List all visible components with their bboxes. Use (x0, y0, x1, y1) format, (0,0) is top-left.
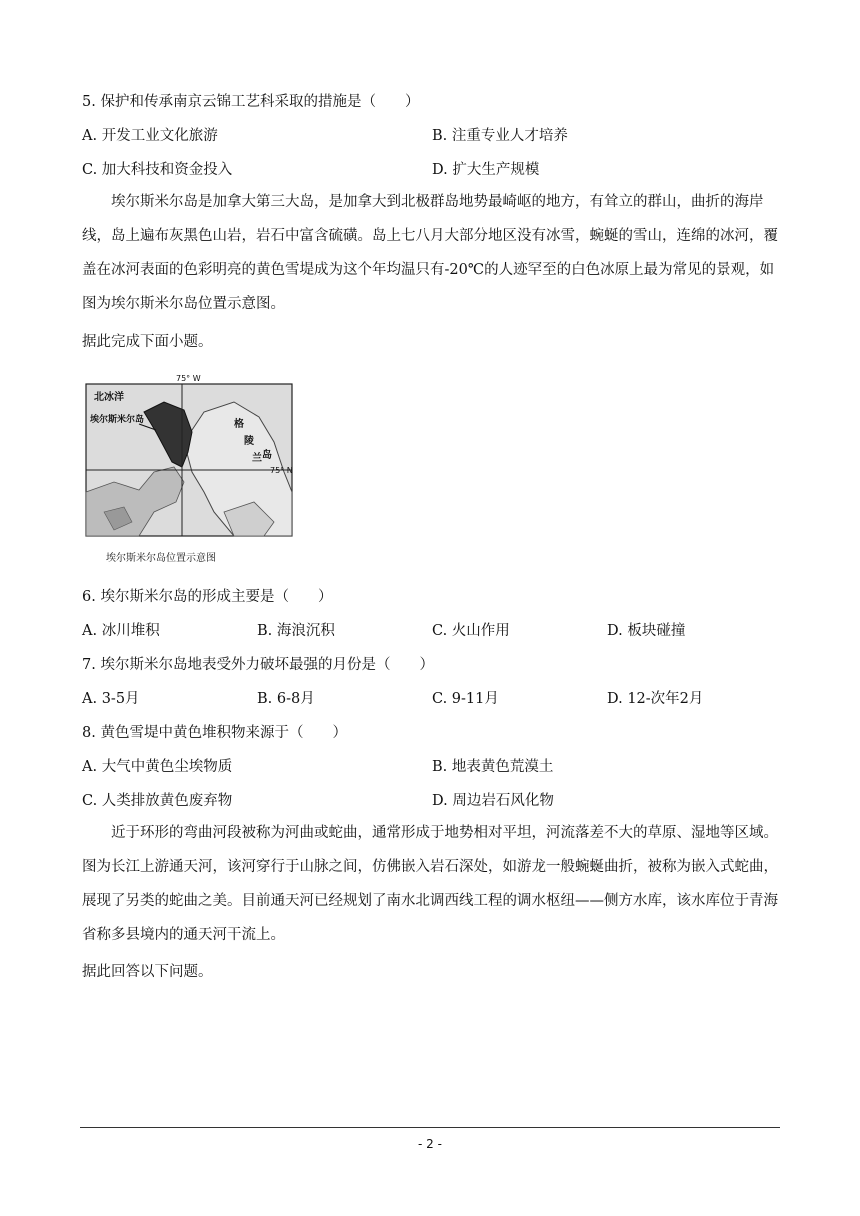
q7-option-c: C. 9-11月 (432, 691, 499, 707)
q5-option-b: B. 注重专业人才培养 (432, 128, 568, 144)
map-longitude-label: 75° W (176, 374, 201, 383)
passage-ellesmere (82, 185, 780, 321)
q8-option-c: C. 人类排放黄色废弃物 (82, 793, 233, 809)
question-6-stem: 6. 埃尔斯米尔岛的形成主要是（ ） (82, 589, 333, 605)
q8-option-b: B. 地表黄色荒漠土 (432, 759, 554, 775)
question-8-stem: 8. 黄色雪堤中黄色堆积物来源于（ ） (82, 725, 347, 741)
passage-tongtian-river (82, 816, 780, 952)
map-greenland-char-4: 岛 (262, 450, 272, 461)
map-greenland-char-2: 陵 (244, 436, 254, 447)
q5-option-c: C. 加大科技和资金投入 (82, 162, 233, 178)
footer-divider (80, 1127, 780, 1128)
ellesmere-location-map (84, 372, 294, 568)
page-number: - 2 - (418, 1137, 442, 1151)
map-caption: 埃尔斯米尔岛位置示意图 (106, 553, 216, 564)
q6-option-a: A. 冰川堆积 (82, 623, 160, 639)
passage-ellesmere-text: 埃尔斯米尔岛是加拿大第三大岛，是加拿大到北极群岛地势最崎岖的地方，有耸立的群山，曲折的海岸线，岛上遍布灰黑色山岩，岩石中富含硫磺。岛上七八月大部分地区没有冰雪，蜿蜒的雪山，连绵的冰河，覆盖在冰河表面的色彩明亮的黄色雪堤成为这个年均温只有-20℃的人迹罕至的白色冰原上最为常见的景观，如图为埃尔斯米尔岛位置示意图。 (82, 194, 778, 312)
q6-option-d: D. 板块碰撞 (607, 623, 686, 639)
question-5-stem: 5. 保护和传承南京云锦工艺科采取的措施是（ ） (82, 94, 420, 110)
map-graphic (84, 372, 294, 568)
q8-option-a: A. 大气中黄色尘埃物质 (82, 759, 233, 775)
map-greenland-char-1: 格 (234, 419, 244, 430)
q7-option-b: B. 6-8月 (257, 691, 315, 707)
passage-tongtian-text: 近于环形的弯曲河段被称为河曲或蛇曲，通常形成于地势相对平坦，河流落差不大的草原、湿地等区域。图为长江上游通天河，该河穿行于山脉之间，仿佛嵌入岩石深处，如游龙一般蜿蜒曲折，被称为嵌入式蛇曲，展现了另类的蛇曲之美。目前通天河已经规划了南水北调西线工程的调水枢纽——侧方水库，该水库位于青海省称多县境内的通天河干流上。 (82, 825, 778, 943)
map-island-label: 埃尔斯米尔岛 (90, 415, 145, 425)
passage-ellesmere-instruction: 据此完成下面小题。 (82, 334, 213, 350)
map-latitude-label: 75° N (270, 466, 293, 475)
q5-option-d: D. 扩大生产规模 (432, 162, 540, 178)
map-greenland-char-3: 兰 (252, 453, 262, 464)
passage-tongtian-instruction: 据此回答以下问题。 (82, 964, 213, 980)
q6-option-c: C. 火山作用 (432, 623, 510, 639)
question-7-stem: 7. 埃尔斯米尔岛地表受外力破坏最强的月份是（ ） (82, 657, 434, 673)
map-ocean-label: 北冰洋 (94, 392, 124, 403)
q8-option-d: D. 周边岩石风化物 (432, 793, 554, 809)
q6-option-b: B. 海浪沉积 (257, 623, 335, 639)
q5-option-a: A. 开发工业文化旅游 (82, 128, 218, 144)
q7-option-d: D. 12-次年2月 (607, 691, 704, 707)
q7-option-a: A. 3-5月 (82, 691, 140, 707)
